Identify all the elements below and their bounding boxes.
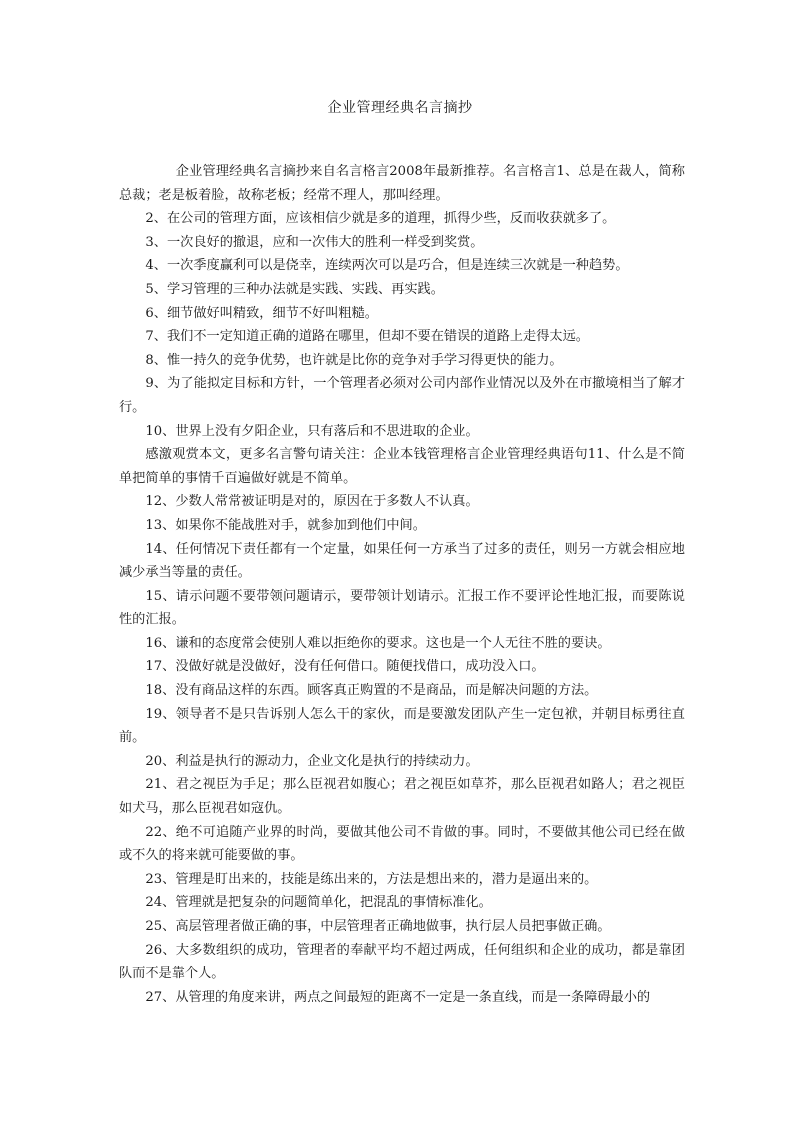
paragraph-quote-24: 24、管理就是把复杂的问题简单化，把混乱的事情标准化。	[145, 895, 492, 911]
paragraph-quote-11: 感激观赏本文，更多名言警句请关注：企业本钱管理格言企业管理经典语句11、什么是不简单把简单的事情千百遍做好就是不简单。	[119, 447, 685, 486]
paragraph-quote-12: 12、少数人常常被证明是对的，原因在于多数人不认真。	[145, 494, 479, 510]
paragraph-quote-9: 9、为了能拟定目标和方针，一个管理者必须对公司内部作业情况以及外在市撤境相当了解才行。	[119, 376, 685, 415]
paragraph-quote-10: 10、世界上没有夕阳企业，只有落后和不思进取的企业。	[145, 423, 479, 439]
paragraph-quote-8: 8、惟一持久的竞争优势，也许就是比你的竞争对手学习得更快的能力。	[145, 352, 563, 368]
paragraph-quote-22: 22、绝不可追随产业界的时尚，要做其他公司不肯做的事。同时，不要做其他公司已经在做或不久的将来就可能要做的事。	[119, 824, 685, 864]
paragraph-quote-3: 3、一次良好的撤退，应和一次伟大的胜利一样受到奖赏。	[145, 234, 484, 250]
paragraph-quote-2: 2、在公司的管理方面，应该相信少就是多的道理，抓得少些，反而收获就多了。	[145, 211, 616, 227]
paragraph-quote-6: 6、细节做好叫精致，细节不好叫粗糙。	[145, 305, 378, 321]
paragraph-quote-21: 21、君之视臣为手足；那么臣视君如腹心；君之视臣如草芥，那么臣视君如路人；君之视臣如犬马，那么臣视君如寇仇。	[119, 777, 685, 817]
paragraph-quote-23: 23、管理是盯出来的，技能是练出来的，方法是想出来的，潜力是逼出来的。	[145, 871, 598, 887]
paragraph-quote-26: 26、大多数组织的成功，管理者的奉献平均不超过两成，任何组织和企业的成功，都是靠团队而不是靠个人。	[119, 942, 685, 982]
paragraph-quote-5: 5、学习管理的三种办法就是实践、实践、再实践。	[145, 281, 444, 297]
paragraph-quote-17: 17、没做好就是没做好，没有任何借口。随便找借口，成功没入口。	[145, 659, 545, 675]
paragraph-intro: 企业管理经典名言摘抄来自名言格言2008年最新推荐。名言格言1、总是在裁人，简称总裁；老是板着脸，故称老板；经常不理人，那叫经理。	[119, 164, 685, 203]
paragraph-quote-20: 20、利益是执行的源动力，企业文化是执行的持续动力。	[145, 753, 479, 769]
paragraph-quote-18: 18、没有商品这样的东西。顾客真正购置的不是商品，而是解决问题的方法。	[145, 683, 598, 699]
document-title: 企业管理经典名言摘抄	[327, 100, 473, 116]
paragraph-quote-15: 15、请示问题不要带领问题请示，要带领计划请示。汇报工作不要评论性地汇报，而要陈说性的汇报。	[119, 588, 685, 628]
paragraph-quote-27: 27、从管理的角度来讲，两点之间最短的距离不一定是一条直线，而是一条障碍最小的	[145, 989, 651, 1005]
paragraph-quote-7: 7、我们不一定知道正确的道路在哪里，但却不要在错误的道路上走得太远。	[145, 329, 589, 345]
paragraph-quote-4: 4、一次季度赢利可以是侥幸，连续两次可以是巧合，但是连续三次就是一种趋势。	[145, 258, 629, 274]
paragraph-quote-16: 16、谦和的态度常会使别人难以拒绝你的要求。这也是一个人无往不胜的要诀。	[145, 635, 611, 651]
paragraph-quote-13: 13、如果你不能战胜对手，就参加到他们中间。	[145, 517, 426, 533]
paragraph-quote-19: 19、领导者不是只告诉别人怎么干的家伙，而是要激发团队产生一定包袱，并朝目标勇往直前。	[119, 706, 685, 746]
document-body	[119, 160, 685, 1009]
paragraph-quote-25: 25、高层管理者做正确的事，中层管理者正确地做事，执行层人员把事做正确。	[145, 919, 611, 934]
paragraph-quote-14: 14、任何情况下责任都有一个定量，如果任何一方承当了过多的责任，则另一方就会相应地减少承当等量的责任。	[119, 541, 685, 581]
